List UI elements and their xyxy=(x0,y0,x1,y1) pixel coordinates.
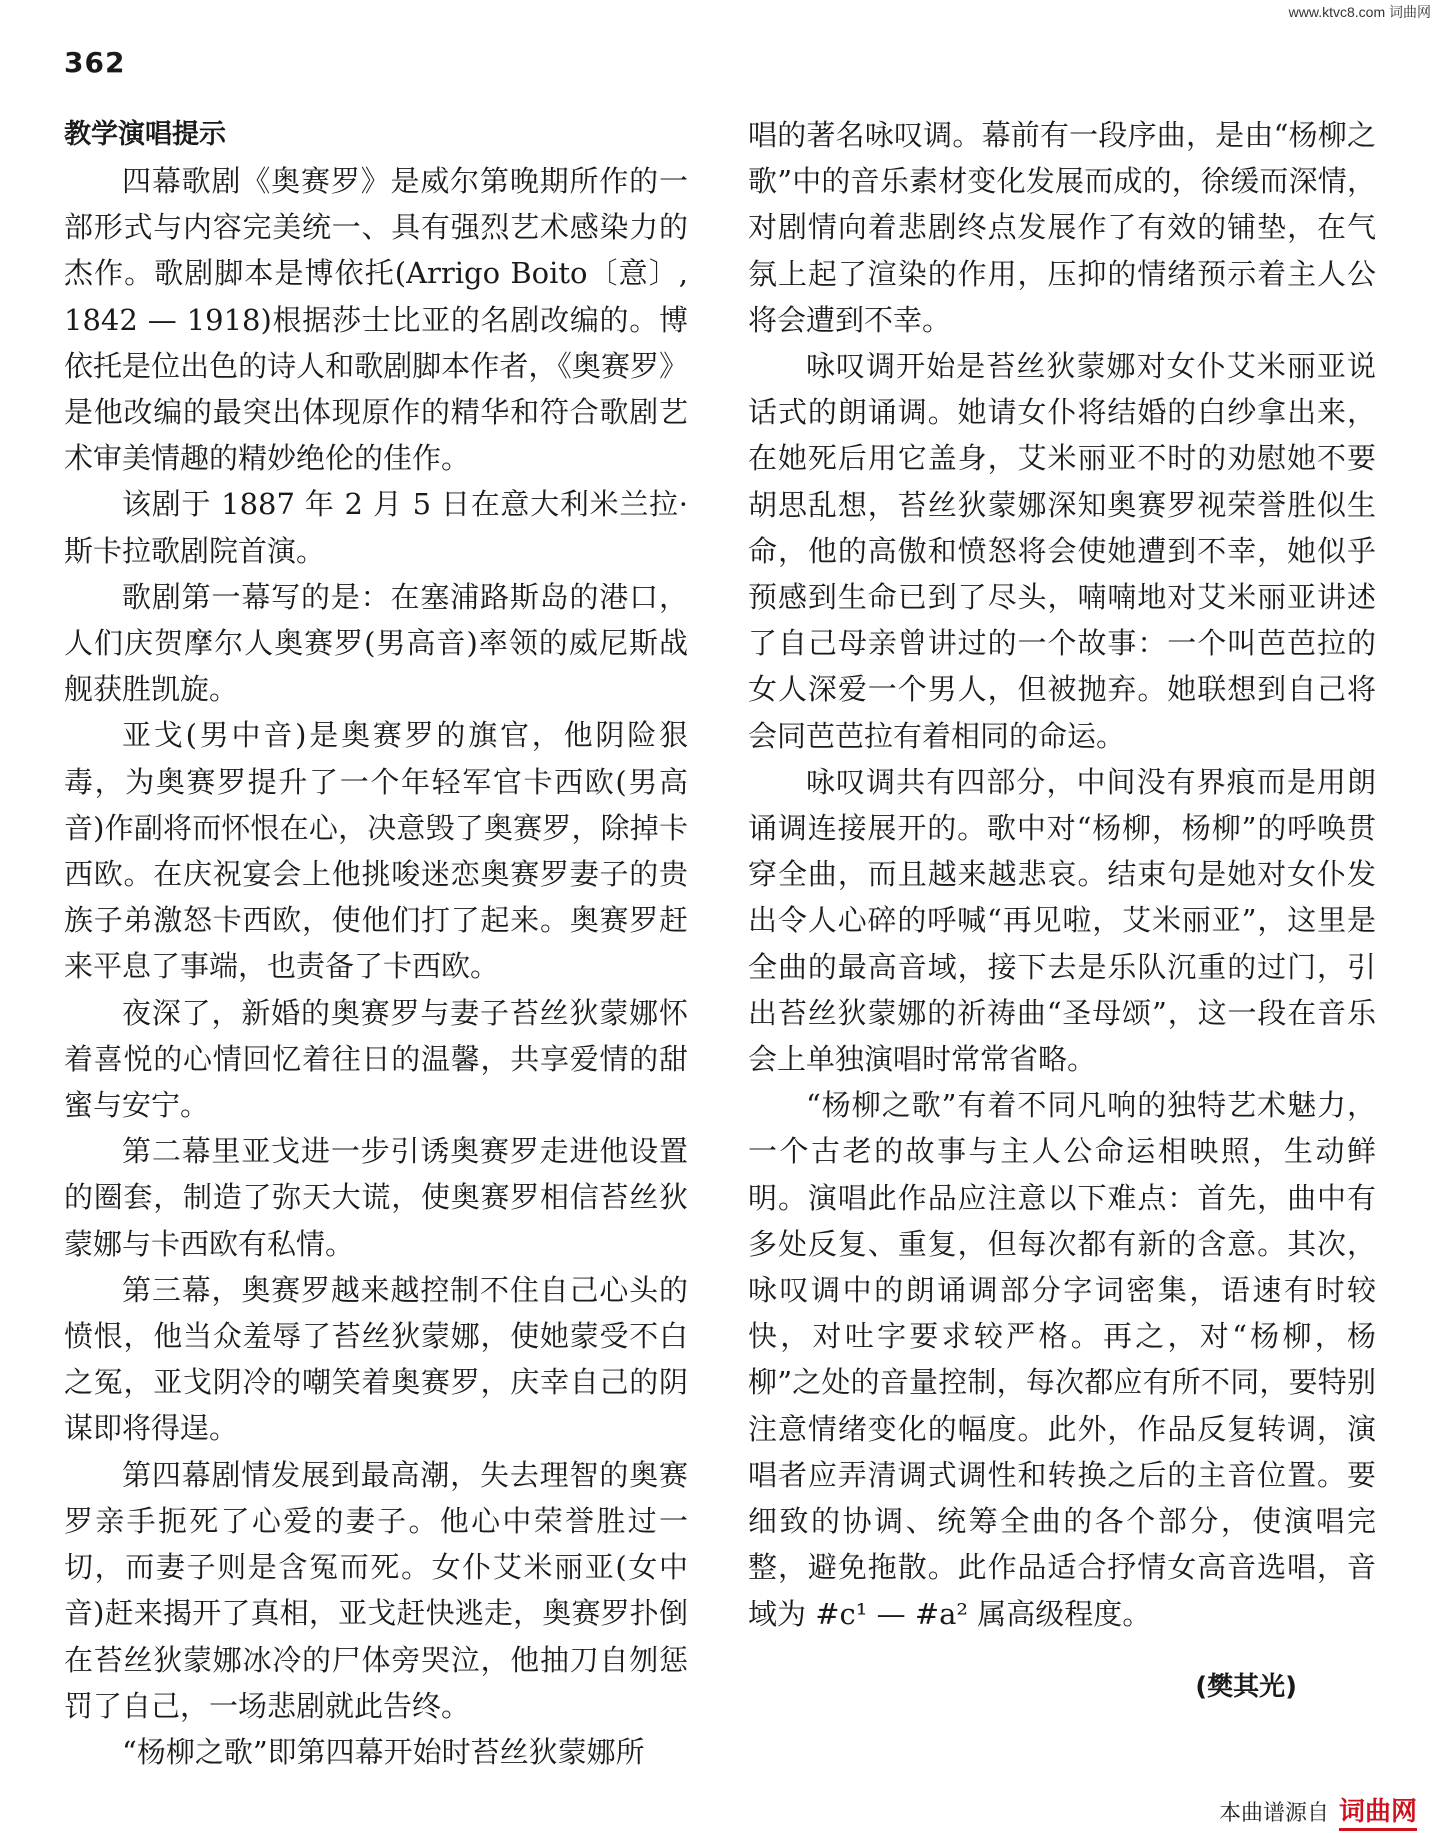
page-number: 362 xyxy=(64,46,126,79)
paragraph: 歌剧第一幕写的是：在塞浦路斯岛的港口，人们庆贺摩尔人奥赛罗(男高音)率领的威尼斯战舰获胜凯旋。 xyxy=(64,579,688,707)
right-column xyxy=(748,112,1376,1637)
paragraph: 该剧于 1887 年 2 月 5 日在意大利米兰拉· 斯卡拉歌剧院首演。 xyxy=(64,487,688,568)
source-label: 本曲谱源自 xyxy=(1218,1799,1329,1825)
paragraph: 亚戈(男中音)是奥赛罗的旗官，他阴险狠毒，为奥赛罗提升了一个年轻军官卡西欧(男高音)作副将而怀恨在心，决意毁了奥赛罗，除掉卡西欧。在庆祝宴会上他挑唆迷恋奥赛罗妻子的贵族子弟激怒卡西欧，使他们打了起来。奥赛罗赶来平息了事端，也责备了卡西欧。 xyxy=(64,718,688,984)
left-column xyxy=(64,112,688,1775)
site-link[interactable]: 词曲网 xyxy=(1339,1791,1417,1831)
paragraph: 四幕歌剧《奥赛罗》是威尔第晚期所作的一部形式与内容完美统一、具有强烈艺术感染力的杰作。歌剧脚本是博依托(Arrigo Boito〔意〕, 1842 — 1918)根据莎士比亚的名剧改编的。博依托是位出色的诗人和歌剧脚本作者，《奥赛罗》是他改编的最突出体现原作的精华和符合歌剧艺术审美情趣的精妙绝伦的佳作。 xyxy=(64,164,688,476)
paragraph: 第四幕剧情发展到最高潮，失去理智的奥赛罗亲手扼死了心爱的妻子。他心中荣誉胜过一切，而妻子则是含冤而死。女仆艾米丽亚(女中音)赶来揭开了真相，亚戈赶快逃走，奥赛罗扑倒在苔丝狄蒙娜冰冷的尸体旁哭泣，他抽刀自刎惩罚了自己，一场悲剧就此告终。 xyxy=(64,1457,688,1723)
section-heading: 教学演唱提示 xyxy=(64,119,226,150)
paragraph: 夜深了，新婚的奥赛罗与妻子苔丝狄蒙娜怀着喜悦的心情回忆着往日的温馨，共享爱情的甜蜜与安宁。 xyxy=(64,995,688,1123)
paragraph: “杨柳之歌”有着不同凡响的独特艺术魅力，一个古老的故事与主人公命运相映照，生动鲜明。演唱此作品应注意以下难点：首先，曲中有多处反复、重复，但每次都有新的含意。其次，咏叹调中的朗诵调部分字词密集，语速有时较快，对吐字要求较严格。再之，对“杨柳，杨柳”之处的音量控制，每次都应有所不同，要特别注意情绪变化的幅度。此外，作品反复转调，演唱者应弄清调式调性和转换之后的主音位置。要细致的协调、统筹全曲的各个部分，使演唱完整，避免拖散。此作品适合抒情女高音选唱，音域为 #c¹ — #a² 属高级程度。 xyxy=(748,1088,1376,1631)
paragraph: 咏叹调共有四部分，中间没有界痕而是用朗诵调连接展开的。歌中对“杨柳，杨柳”的呼唤贯穿全曲，而且越来越悲哀。结束句是她对女仆发出令人心碎的呼喊“再见啦，艾米丽亚”，这里是全曲的最高音域，接下去是乐队沉重的过门，引出苔丝狄蒙娜的祈祷曲“圣母颂”，这一段在音乐会上单独演唱时常常省略。 xyxy=(748,764,1376,1077)
footer-source xyxy=(1219,1791,1417,1831)
paragraph: 第二幕里亚戈进一步引诱奥赛罗走进他设置的圈套，制造了弥天大谎，使奥赛罗相信苔丝狄蒙娜与卡西欧有私情。 xyxy=(64,1134,688,1261)
watermark-top: www.ktvc8.com 词曲网 xyxy=(1288,4,1431,20)
author-credit: (樊其光) xyxy=(1195,1672,1297,1702)
paragraph: 咏叹调开始是苔丝狄蒙娜对女仆艾米丽亚说话式的朗诵调。她请女仆将结婚的白纱拿出来，在她死后用它盖身，艾米丽亚不时的劝慰她不要胡思乱想，苔丝狄蒙娜深知奥赛罗视荣誉胜似生命，他的高傲和愤怒将会使她遭到不幸，她似乎预感到生命已到了尽头，喃喃地对艾米丽亚讲述了自己母亲曾讲过的一个故事：一个叫芭芭拉的女人深爱一个男人，但被抛弃。她联想到自己将会同芭芭拉有着相同的命运。 xyxy=(748,349,1376,753)
paragraph: “杨柳之歌”即第四幕开始时苔丝狄蒙娜所 xyxy=(122,1734,645,1769)
paragraph-continued: 唱的著名咏叹调。幕前有一段序曲，是由“杨柳之歌”中的音乐素材变化发展而成的，徐缓而深情，对剧情向着悲剧终点发展作了有效的铺垫，在气氛上起了渲染的作用，压抑的情绪预示着主人公将会遭到不幸。 xyxy=(748,118,1376,337)
paragraph: 第三幕，奥赛罗越来越控制不住自己心头的愤恨，他当众羞辱了苔丝狄蒙娜，使她蒙受不白之冤，亚戈阴冷的嘲笑着奥赛罗，庆幸自己的阴谋即将得逞。 xyxy=(64,1272,688,1446)
